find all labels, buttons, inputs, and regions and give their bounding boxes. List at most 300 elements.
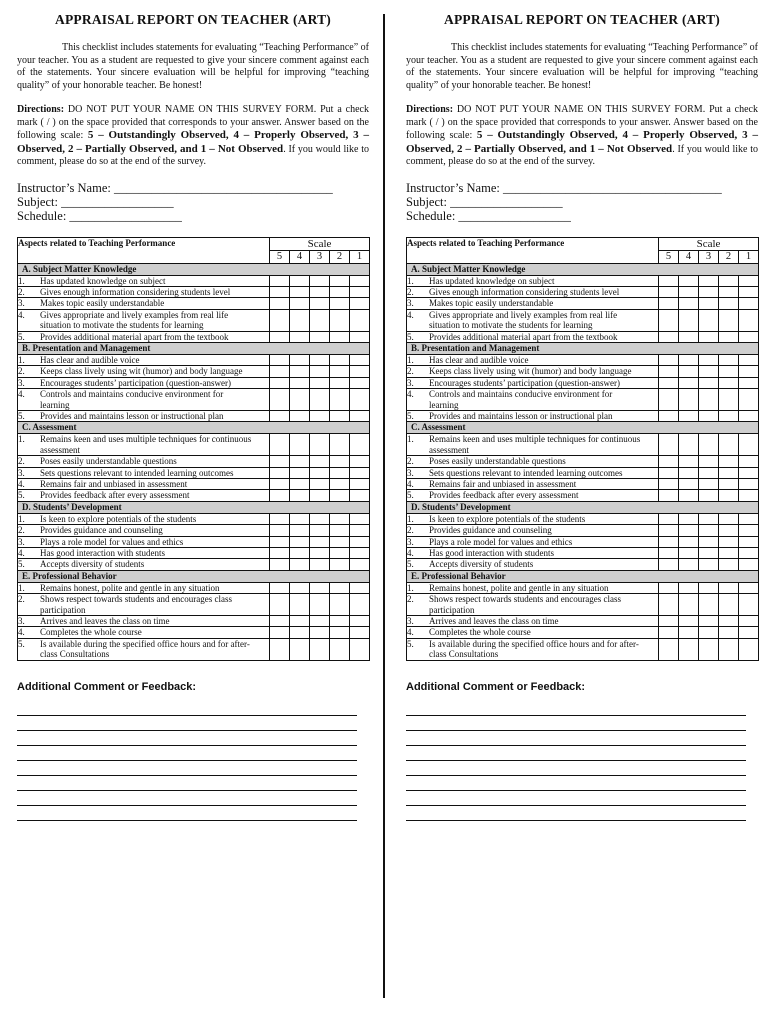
rating-cell[interactable] bbox=[739, 298, 759, 309]
rating-cell[interactable] bbox=[679, 559, 699, 570]
comment-line[interactable] bbox=[17, 715, 357, 716]
item-number: 1. bbox=[407, 275, 414, 286]
rating-cell[interactable] bbox=[350, 410, 370, 421]
comment-line[interactable] bbox=[406, 715, 746, 716]
comment-line[interactable] bbox=[406, 760, 746, 761]
rating-cell[interactable] bbox=[699, 594, 719, 616]
rating-cell[interactable] bbox=[719, 275, 739, 286]
rating-cell[interactable] bbox=[659, 331, 679, 342]
rating-cell[interactable] bbox=[350, 513, 370, 524]
comment-line[interactable] bbox=[406, 790, 746, 791]
rating-cell[interactable] bbox=[659, 513, 679, 524]
rating-cell[interactable] bbox=[679, 298, 699, 309]
rating-cell[interactable] bbox=[719, 548, 739, 559]
rating-cell[interactable] bbox=[290, 286, 310, 297]
rating-cell[interactable] bbox=[659, 286, 679, 297]
rating-cell[interactable] bbox=[330, 298, 350, 309]
rating-cell[interactable] bbox=[270, 389, 290, 411]
rating-cell[interactable] bbox=[310, 536, 330, 547]
rating-cell[interactable] bbox=[330, 582, 350, 593]
rating-cell[interactable] bbox=[330, 366, 350, 377]
rating-cell[interactable] bbox=[739, 377, 759, 388]
rating-cell[interactable] bbox=[699, 536, 719, 547]
rating-cell[interactable] bbox=[719, 479, 739, 490]
rating-cell[interactable] bbox=[719, 434, 739, 456]
rating-cell[interactable] bbox=[350, 559, 370, 570]
rating-cell[interactable] bbox=[290, 410, 310, 421]
rating-cell[interactable] bbox=[719, 638, 739, 660]
rating-cell[interactable] bbox=[699, 434, 719, 456]
rating-cell[interactable] bbox=[739, 331, 759, 342]
rating-cell[interactable] bbox=[679, 389, 699, 411]
rating-cell[interactable] bbox=[330, 331, 350, 342]
rating-cell[interactable] bbox=[350, 616, 370, 627]
rating-cell[interactable] bbox=[270, 410, 290, 421]
rating-cell[interactable] bbox=[659, 377, 679, 388]
rating-cell[interactable] bbox=[330, 456, 350, 467]
rating-cell[interactable] bbox=[719, 309, 739, 331]
rating-cell[interactable] bbox=[310, 377, 330, 388]
rating-cell[interactable] bbox=[739, 410, 759, 421]
rating-cell[interactable] bbox=[719, 354, 739, 365]
subject-field[interactable]: Subject: __________________ bbox=[406, 194, 563, 209]
rating-cell[interactable] bbox=[290, 434, 310, 456]
rating-cell[interactable] bbox=[679, 548, 699, 559]
scale-number: 5 bbox=[270, 250, 290, 263]
rating-cell[interactable] bbox=[330, 286, 350, 297]
rating-cell[interactable] bbox=[310, 366, 330, 377]
rating-cell[interactable] bbox=[350, 594, 370, 616]
rating-cell[interactable] bbox=[659, 559, 679, 570]
rating-cell[interactable] bbox=[739, 389, 759, 411]
rating-cell[interactable] bbox=[739, 525, 759, 536]
rating-cell[interactable] bbox=[699, 548, 719, 559]
rating-cell[interactable] bbox=[290, 638, 310, 660]
rating-cell[interactable] bbox=[679, 638, 699, 660]
rating-cell[interactable] bbox=[719, 536, 739, 547]
item-text: Gives appropriate and lively examples from real life situation to motivate the students for learning bbox=[429, 309, 618, 331]
rating-cell[interactable] bbox=[330, 354, 350, 365]
rating-cell[interactable] bbox=[679, 467, 699, 478]
rating-cell[interactable] bbox=[350, 456, 370, 467]
rating-cell[interactable] bbox=[719, 616, 739, 627]
rating-cell[interactable] bbox=[290, 582, 310, 593]
rating-cell[interactable] bbox=[310, 638, 330, 660]
rating-cell[interactable] bbox=[270, 559, 290, 570]
comment-lines[interactable] bbox=[406, 715, 758, 821]
rating-cell[interactable] bbox=[290, 467, 310, 478]
rating-cell[interactable] bbox=[699, 559, 719, 570]
rating-cell[interactable] bbox=[350, 389, 370, 411]
comment-line[interactable] bbox=[17, 730, 357, 731]
rating-cell[interactable] bbox=[679, 490, 699, 501]
rating-cell[interactable] bbox=[290, 490, 310, 501]
rating-cell[interactable] bbox=[679, 525, 699, 536]
table-row bbox=[18, 479, 370, 490]
item-number: 4. bbox=[18, 627, 25, 638]
rating-cell[interactable] bbox=[350, 582, 370, 593]
rating-cell[interactable] bbox=[739, 594, 759, 616]
rating-cell[interactable] bbox=[310, 354, 330, 365]
rating-cell[interactable] bbox=[719, 331, 739, 342]
rating-cell[interactable] bbox=[679, 354, 699, 365]
rating-cell[interactable] bbox=[659, 389, 679, 411]
rating-cell[interactable] bbox=[290, 616, 310, 627]
rating-cell[interactable] bbox=[739, 467, 759, 478]
rating-cell[interactable] bbox=[330, 309, 350, 331]
rating-cell[interactable] bbox=[290, 594, 310, 616]
rating-cell[interactable] bbox=[659, 536, 679, 547]
rating-cell[interactable] bbox=[659, 548, 679, 559]
rating-cell[interactable] bbox=[310, 548, 330, 559]
rating-cell[interactable] bbox=[719, 525, 739, 536]
rating-cell[interactable] bbox=[659, 525, 679, 536]
rating-cell[interactable] bbox=[679, 434, 699, 456]
rating-cell[interactable] bbox=[310, 286, 330, 297]
rating-cell[interactable] bbox=[330, 434, 350, 456]
rating-cell[interactable] bbox=[330, 616, 350, 627]
rating-cell[interactable] bbox=[270, 377, 290, 388]
rating-cell[interactable] bbox=[330, 275, 350, 286]
rating-cell[interactable] bbox=[719, 389, 739, 411]
table-row bbox=[18, 286, 370, 297]
rating-cell[interactable] bbox=[270, 627, 290, 638]
rating-cell[interactable] bbox=[290, 389, 310, 411]
rating-cell[interactable] bbox=[719, 298, 739, 309]
rating-cell[interactable] bbox=[290, 275, 310, 286]
item-text: Has updated knowledge on subject bbox=[40, 275, 166, 286]
rating-cell[interactable] bbox=[350, 377, 370, 388]
rating-cell[interactable] bbox=[679, 309, 699, 331]
item-cell bbox=[18, 582, 270, 593]
rating-cell[interactable] bbox=[699, 582, 719, 593]
item-number: 5. bbox=[18, 490, 25, 501]
rating-cell[interactable] bbox=[699, 354, 719, 365]
rating-cell[interactable] bbox=[719, 467, 739, 478]
rating-cell[interactable] bbox=[699, 525, 719, 536]
rating-cell[interactable] bbox=[270, 594, 290, 616]
rating-cell[interactable] bbox=[350, 309, 370, 331]
schedule-field[interactable]: Schedule: __________________ bbox=[17, 208, 182, 223]
rating-cell[interactable] bbox=[350, 366, 370, 377]
rating-cell[interactable] bbox=[330, 410, 350, 421]
rating-cell[interactable] bbox=[739, 354, 759, 365]
rating-cell[interactable] bbox=[699, 309, 719, 331]
comment-line[interactable] bbox=[17, 775, 357, 776]
rating-cell[interactable] bbox=[310, 467, 330, 478]
rating-cell[interactable] bbox=[719, 490, 739, 501]
rating-cell[interactable] bbox=[310, 513, 330, 524]
rating-cell[interactable] bbox=[290, 627, 310, 638]
rating-cell[interactable] bbox=[310, 275, 330, 286]
rating-cell[interactable] bbox=[270, 490, 290, 501]
scale-number: 2 bbox=[719, 250, 739, 263]
rating-cell[interactable] bbox=[699, 456, 719, 467]
rating-cell[interactable] bbox=[330, 548, 350, 559]
rating-cell[interactable] bbox=[719, 627, 739, 638]
rating-cell[interactable] bbox=[270, 366, 290, 377]
rating-cell[interactable] bbox=[699, 467, 719, 478]
rating-cell[interactable] bbox=[739, 548, 759, 559]
rating-cell[interactable] bbox=[739, 309, 759, 331]
rating-cell[interactable] bbox=[310, 479, 330, 490]
rating-cell[interactable] bbox=[350, 275, 370, 286]
rating-cell[interactable] bbox=[659, 638, 679, 660]
rating-cell[interactable] bbox=[310, 389, 330, 411]
rating-cell[interactable] bbox=[290, 456, 310, 467]
rating-cell[interactable] bbox=[659, 354, 679, 365]
rating-cell[interactable] bbox=[699, 490, 719, 501]
instructor-name-field[interactable]: Instructor’s Name: ___________________________________ bbox=[17, 180, 333, 195]
rating-cell[interactable] bbox=[350, 638, 370, 660]
rating-cell[interactable] bbox=[350, 331, 370, 342]
rating-cell[interactable] bbox=[739, 366, 759, 377]
rating-cell[interactable] bbox=[350, 490, 370, 501]
rating-cell[interactable] bbox=[330, 467, 350, 478]
rating-cell[interactable] bbox=[739, 434, 759, 456]
form-left bbox=[17, 12, 369, 821]
rating-cell[interactable] bbox=[270, 548, 290, 559]
rating-cell[interactable] bbox=[310, 456, 330, 467]
rating-cell[interactable] bbox=[290, 354, 310, 365]
rating-cell[interactable] bbox=[659, 309, 679, 331]
rating-cell[interactable] bbox=[739, 456, 759, 467]
rating-cell[interactable] bbox=[679, 275, 699, 286]
rating-cell[interactable] bbox=[270, 616, 290, 627]
rating-cell[interactable] bbox=[310, 627, 330, 638]
rating-cell[interactable] bbox=[270, 467, 290, 478]
rating-cell[interactable] bbox=[739, 286, 759, 297]
rating-cell[interactable] bbox=[679, 627, 699, 638]
comment-line[interactable] bbox=[406, 745, 746, 746]
rating-cell[interactable] bbox=[350, 286, 370, 297]
table-row bbox=[407, 559, 759, 570]
rating-cell[interactable] bbox=[699, 389, 719, 411]
rating-cell[interactable] bbox=[330, 513, 350, 524]
item-cell bbox=[18, 548, 270, 559]
rating-cell[interactable] bbox=[679, 456, 699, 467]
rating-cell[interactable] bbox=[310, 309, 330, 331]
rating-cell[interactable] bbox=[310, 616, 330, 627]
rating-cell[interactable] bbox=[739, 479, 759, 490]
rating-cell[interactable] bbox=[719, 456, 739, 467]
rating-cell[interactable] bbox=[350, 467, 370, 478]
rating-cell[interactable] bbox=[719, 594, 739, 616]
rating-cell[interactable] bbox=[739, 627, 759, 638]
rating-cell[interactable] bbox=[290, 548, 310, 559]
rating-cell[interactable] bbox=[659, 627, 679, 638]
table-row bbox=[407, 377, 759, 388]
rating-cell[interactable] bbox=[679, 377, 699, 388]
rating-cell[interactable] bbox=[270, 275, 290, 286]
rating-cell[interactable] bbox=[330, 559, 350, 570]
rating-cell[interactable] bbox=[679, 582, 699, 593]
item-text: Has good interaction with students bbox=[429, 548, 554, 559]
evaluation-table bbox=[17, 237, 370, 661]
rating-cell[interactable] bbox=[270, 309, 290, 331]
rating-cell[interactable] bbox=[679, 410, 699, 421]
comment-line[interactable] bbox=[17, 820, 357, 821]
rating-cell[interactable] bbox=[270, 479, 290, 490]
comment-lines[interactable] bbox=[17, 715, 369, 821]
rating-cell[interactable] bbox=[270, 298, 290, 309]
rating-cell[interactable] bbox=[719, 377, 739, 388]
rating-cell[interactable] bbox=[290, 366, 310, 377]
rating-cell[interactable] bbox=[719, 513, 739, 524]
rating-cell[interactable] bbox=[330, 627, 350, 638]
instructor-name-field[interactable]: Instructor’s Name: ___________________________________ bbox=[406, 180, 722, 195]
rating-cell[interactable] bbox=[739, 513, 759, 524]
rating-cell[interactable] bbox=[310, 490, 330, 501]
rating-cell[interactable] bbox=[350, 354, 370, 365]
item-cell bbox=[407, 548, 659, 559]
item-cell bbox=[18, 479, 270, 490]
item-cell bbox=[18, 536, 270, 547]
rating-cell[interactable] bbox=[290, 559, 310, 570]
comment-line[interactable] bbox=[406, 730, 746, 731]
rating-cell[interactable] bbox=[739, 616, 759, 627]
rating-cell[interactable] bbox=[659, 490, 679, 501]
rating-cell[interactable] bbox=[659, 582, 679, 593]
rating-cell[interactable] bbox=[350, 548, 370, 559]
item-cell bbox=[407, 434, 659, 456]
rating-cell[interactable] bbox=[290, 331, 310, 342]
comment-line[interactable] bbox=[406, 820, 746, 821]
rating-cell[interactable] bbox=[659, 410, 679, 421]
rating-cell[interactable] bbox=[719, 410, 739, 421]
rating-cell[interactable] bbox=[659, 467, 679, 478]
rating-cell[interactable] bbox=[350, 627, 370, 638]
rating-cell[interactable] bbox=[699, 627, 719, 638]
rating-cell[interactable] bbox=[330, 377, 350, 388]
rating-cell[interactable] bbox=[659, 616, 679, 627]
rating-cell[interactable] bbox=[659, 434, 679, 456]
rating-cell[interactable] bbox=[350, 536, 370, 547]
rating-cell[interactable] bbox=[699, 410, 719, 421]
rating-cell[interactable] bbox=[659, 479, 679, 490]
rating-cell[interactable] bbox=[679, 513, 699, 524]
rating-cell[interactable] bbox=[739, 490, 759, 501]
rating-cell[interactable] bbox=[290, 525, 310, 536]
rating-cell[interactable] bbox=[679, 536, 699, 547]
rating-cell[interactable] bbox=[270, 638, 290, 660]
comment-line[interactable] bbox=[406, 805, 746, 806]
rating-cell[interactable] bbox=[719, 286, 739, 297]
rating-cell[interactable] bbox=[290, 377, 310, 388]
rating-cell[interactable] bbox=[310, 434, 330, 456]
rating-cell[interactable] bbox=[699, 479, 719, 490]
rating-cell[interactable] bbox=[270, 536, 290, 547]
subject-field[interactable]: Subject: __________________ bbox=[17, 194, 174, 209]
rating-cell[interactable] bbox=[310, 525, 330, 536]
rating-cell[interactable] bbox=[699, 616, 719, 627]
rating-cell[interactable] bbox=[679, 616, 699, 627]
rating-cell[interactable] bbox=[699, 331, 719, 342]
rating-cell[interactable] bbox=[739, 638, 759, 660]
rating-cell[interactable] bbox=[310, 298, 330, 309]
rating-cell[interactable] bbox=[310, 559, 330, 570]
rating-cell[interactable] bbox=[350, 479, 370, 490]
rating-cell[interactable] bbox=[350, 298, 370, 309]
schedule-field[interactable]: Schedule: __________________ bbox=[406, 208, 571, 223]
rating-cell[interactable] bbox=[699, 275, 719, 286]
rating-cell[interactable] bbox=[699, 513, 719, 524]
scale-number: 1 bbox=[350, 250, 370, 263]
comment-line[interactable] bbox=[17, 805, 357, 806]
rating-cell[interactable] bbox=[350, 525, 370, 536]
rating-cell[interactable] bbox=[659, 594, 679, 616]
rating-cell[interactable] bbox=[699, 298, 719, 309]
directions-text-end: . If you would like to comment, please do so at the end of the survey. bbox=[406, 143, 759, 167]
section-header: A. Subject Matter Knowledge bbox=[407, 263, 759, 275]
rating-cell[interactable] bbox=[699, 286, 719, 297]
rating-cell[interactable] bbox=[659, 456, 679, 467]
rating-cell[interactable] bbox=[270, 434, 290, 456]
rating-cell[interactable] bbox=[330, 389, 350, 411]
rating-cell[interactable] bbox=[679, 366, 699, 377]
rating-cell[interactable] bbox=[719, 559, 739, 570]
rating-cell[interactable] bbox=[739, 275, 759, 286]
rating-cell[interactable] bbox=[290, 309, 310, 331]
table-row bbox=[407, 286, 759, 297]
rating-cell[interactable] bbox=[659, 298, 679, 309]
rating-cell[interactable] bbox=[270, 513, 290, 524]
rating-cell[interactable] bbox=[739, 582, 759, 593]
rating-cell[interactable] bbox=[330, 479, 350, 490]
rating-cell[interactable] bbox=[699, 377, 719, 388]
comment-line[interactable] bbox=[406, 775, 746, 776]
comment-line[interactable] bbox=[17, 790, 357, 791]
rating-cell[interactable] bbox=[679, 594, 699, 616]
rating-cell[interactable] bbox=[290, 298, 310, 309]
rating-cell[interactable] bbox=[330, 638, 350, 660]
rating-cell[interactable] bbox=[330, 594, 350, 616]
rating-cell[interactable] bbox=[659, 275, 679, 286]
rating-cell[interactable] bbox=[270, 582, 290, 593]
rating-cell[interactable] bbox=[330, 525, 350, 536]
rating-cell[interactable] bbox=[659, 366, 679, 377]
rating-cell[interactable] bbox=[270, 456, 290, 467]
rating-cell[interactable] bbox=[350, 434, 370, 456]
item-number: 4. bbox=[18, 309, 25, 320]
comment-line[interactable] bbox=[17, 760, 357, 761]
rating-cell[interactable] bbox=[739, 536, 759, 547]
rating-cell[interactable] bbox=[270, 286, 290, 297]
rating-cell[interactable] bbox=[679, 286, 699, 297]
rating-cell[interactable] bbox=[310, 410, 330, 421]
rating-cell[interactable] bbox=[719, 366, 739, 377]
rating-cell[interactable] bbox=[310, 582, 330, 593]
rating-cell[interactable] bbox=[310, 331, 330, 342]
rating-cell[interactable] bbox=[290, 513, 310, 524]
rating-cell[interactable] bbox=[330, 490, 350, 501]
rating-cell[interactable] bbox=[699, 366, 719, 377]
rating-cell[interactable] bbox=[719, 582, 739, 593]
comment-line[interactable] bbox=[17, 745, 357, 746]
rating-cell[interactable] bbox=[699, 638, 719, 660]
rating-cell[interactable] bbox=[290, 536, 310, 547]
rating-cell[interactable] bbox=[270, 354, 290, 365]
rating-cell[interactable] bbox=[679, 479, 699, 490]
rating-cell[interactable] bbox=[679, 331, 699, 342]
item-text: Arrives and leaves the class on time bbox=[429, 616, 559, 627]
rating-cell[interactable] bbox=[290, 479, 310, 490]
rating-cell[interactable] bbox=[270, 331, 290, 342]
rating-cell[interactable] bbox=[739, 559, 759, 570]
rating-cell[interactable] bbox=[310, 594, 330, 616]
rating-cell[interactable] bbox=[330, 536, 350, 547]
rating-cell[interactable] bbox=[270, 525, 290, 536]
